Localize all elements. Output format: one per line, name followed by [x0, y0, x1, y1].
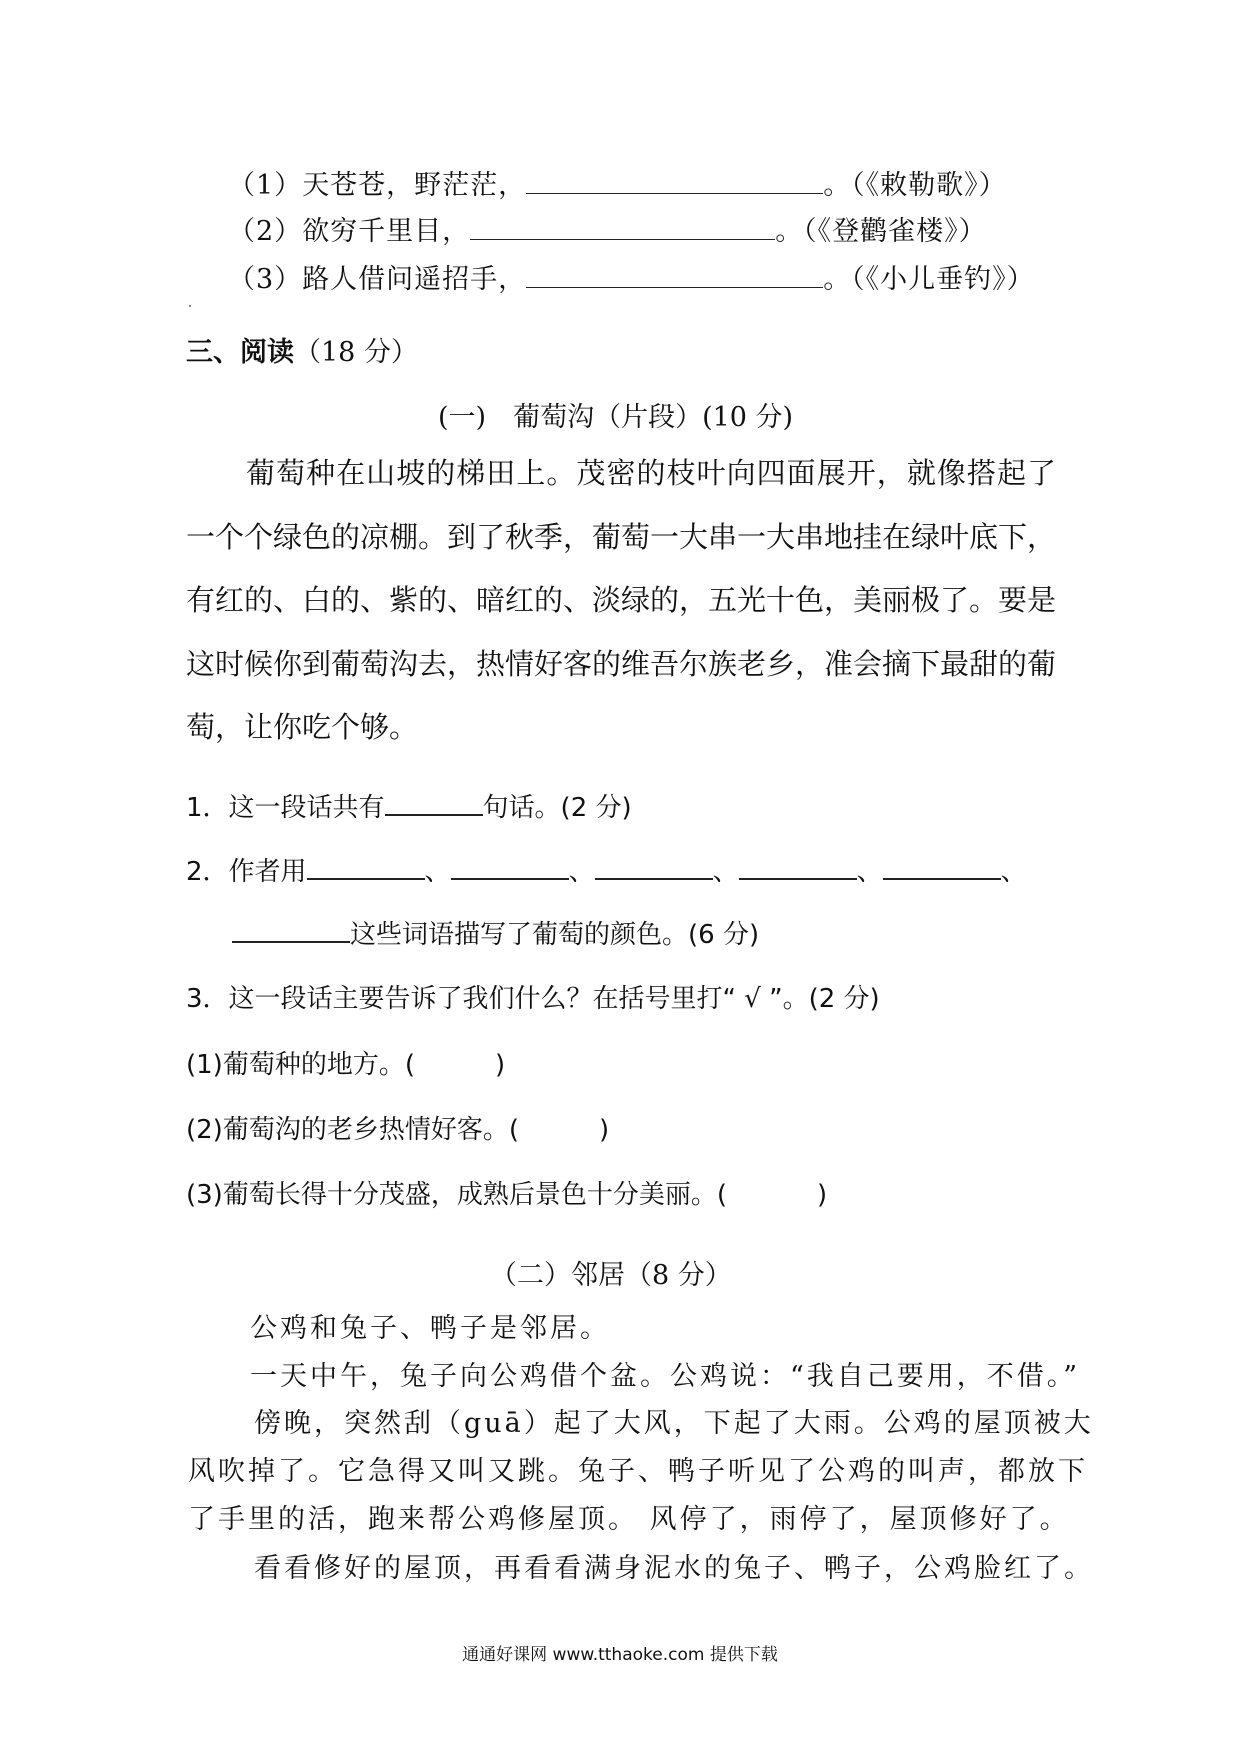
answer-blank[interactable]	[526, 263, 823, 288]
story-line-5: 了手里的活，跑来帮公鸡修屋顶。 风停了，雨停了，屋顶修好了。	[188, 1504, 1070, 1535]
separator: 、	[424, 857, 451, 887]
section-title	[186, 330, 418, 369]
story-line-3: 傍晚，突然刮（guā）起了大风，下起了大雨。公鸡的屋顶被大	[254, 1408, 1094, 1439]
answer-blank[interactable]	[232, 917, 350, 943]
question-1	[186, 787, 632, 824]
poem-text: 天苍苍，野茫茫，	[302, 170, 527, 201]
answer-blank[interactable]	[883, 854, 1001, 880]
poem-line-1	[228, 163, 1007, 202]
separator: 、	[568, 857, 595, 887]
question-2-text: 2．作者用	[186, 857, 307, 887]
poem-text: 路人借问遥招手，	[302, 264, 527, 295]
footer-credit: 通通好课网 www.tthaoke.com 提供下载	[462, 1645, 778, 1665]
question-1-score: 句话。(2 分)	[482, 793, 632, 823]
story-line-6: 看看修好的屋顶，再看看满身泥水的兔子、鸭子，公鸡脸红了。	[254, 1553, 1094, 1584]
poem-number: （3）	[228, 264, 303, 295]
scan-speck	[189, 305, 191, 307]
passage2-heading	[490, 1253, 732, 1292]
choice-3	[186, 1174, 827, 1211]
poem-text: 欲穷千里目，	[302, 216, 471, 247]
choice-close: )	[816, 1180, 828, 1210]
answer-blank[interactable]	[739, 854, 857, 880]
answer-blank[interactable]	[595, 854, 713, 880]
section-score: （18 分）	[294, 337, 418, 368]
question-3	[186, 978, 880, 1015]
passage1-text: 葡萄种在山坡的梯田上。茂密的枝叶向四面展开，就像搭起了一个个绿色的凉棚。到了秋季，葡萄一大串一大串地挂在绿叶底下，有红的、白的、紫的、暗红的、淡绿的，五光十色，美丽极了。要是这时候你到葡萄沟去，热情好客的维吾尔族老乡，准会摘下最甜的葡萄，让你吃个够。	[186, 456, 1057, 744]
passage1-heading-text: (一) 葡萄沟（片段）(10 分)	[438, 402, 794, 433]
story-line-4: 风吹掉了。它急得又叫又跳。兔子、鸭子听见了公鸡的叫声，都放下	[188, 1456, 1088, 1487]
question-2-cont	[232, 914, 759, 951]
answer-blank[interactable]	[451, 854, 569, 880]
separator: 、	[1000, 857, 1027, 887]
answer-blank[interactable]	[526, 169, 823, 194]
choice-close: )	[598, 1115, 610, 1145]
question-2-score: 这些词语描写了葡萄的颜色。(6 分)	[350, 920, 760, 950]
poem-source: 。（《登鹳雀楼》）	[775, 216, 987, 247]
story-line-1: 公鸡和兔子、鸭子是邻居。	[250, 1313, 610, 1344]
section-title-text: 三、阅读	[186, 337, 294, 368]
choice-label: (1)葡萄种的地方。(	[186, 1050, 415, 1080]
choice-label: (2)葡萄沟的老乡热情好客。(	[186, 1115, 519, 1145]
poem-line-3	[228, 257, 1035, 296]
answer-blank[interactable]	[385, 790, 483, 816]
choice-1	[186, 1044, 505, 1081]
choice-2	[186, 1109, 609, 1146]
separator: 、	[712, 857, 739, 887]
choice-label: (3)葡萄长得十分茂盛，成熟后景色十分美丽。(	[186, 1180, 727, 1210]
poem-number: （2）	[228, 216, 303, 247]
answer-blank[interactable]	[307, 854, 425, 880]
passage1-heading	[438, 395, 793, 434]
separator: 、	[856, 857, 883, 887]
choice-close: )	[494, 1050, 506, 1080]
poem-number: （1）	[228, 170, 303, 201]
poem-source: 。（《敕勒歌》）	[823, 170, 1007, 201]
story-line-2: 一天中午，兔子向公鸡借个盆。公鸡说：“我自己要用，不借。”	[250, 1361, 1081, 1392]
poem-source: 。（《小儿垂钓》）	[823, 264, 1035, 295]
question-2	[186, 851, 1027, 888]
passage2-heading-text: （二）邻居（8 分）	[490, 1260, 732, 1291]
question-3-text: 3．这一段话主要告诉了我们什么？在括号里打“ √ ”。(2 分)	[186, 984, 880, 1014]
poem-line-2	[228, 209, 987, 248]
answer-blank[interactable]	[470, 215, 775, 240]
question-1-text: 1．这一段话共有	[186, 793, 385, 823]
